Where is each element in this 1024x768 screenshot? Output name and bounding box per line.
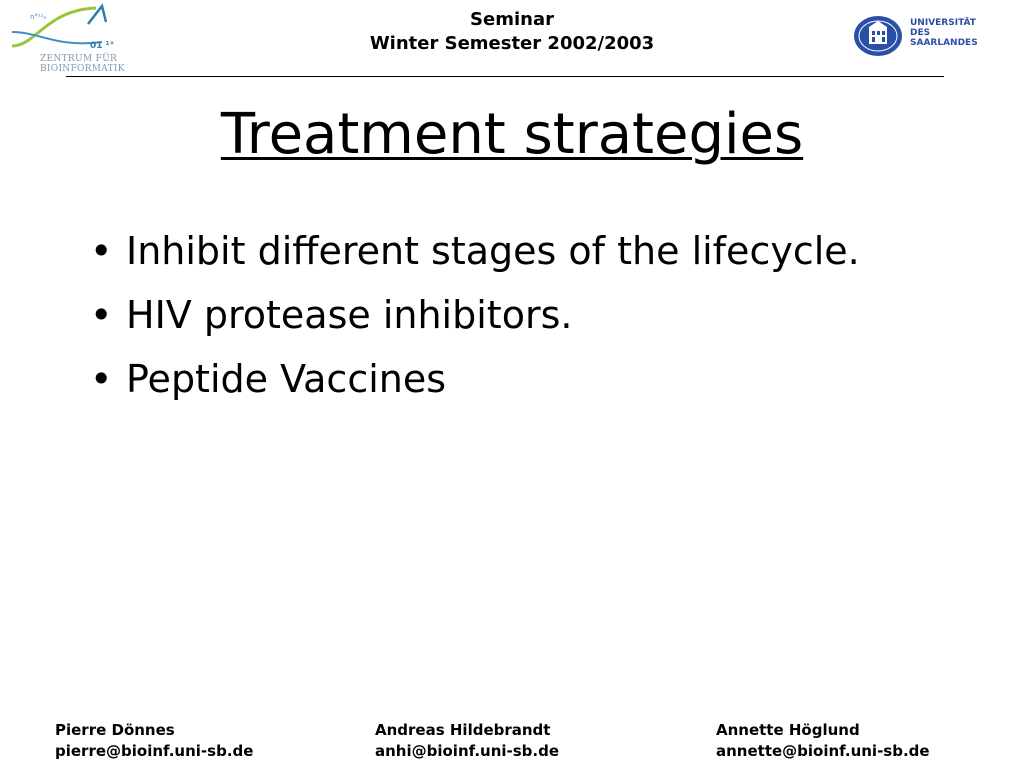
bullet-icon: • <box>90 357 113 401</box>
author-email: annette@bioinf.uni-sb.de <box>716 742 930 760</box>
author-name: Annette Höglund <box>716 721 860 739</box>
bullet-text: Inhibit different stages of the lifecycle. <box>126 229 860 273</box>
university-logo <box>852 14 992 58</box>
header-semester: Winter Semester 2002/2003 <box>369 33 655 54</box>
author-email: pierre@bioinf.uni-sb.de <box>55 742 254 760</box>
bullet-text: HIV protease inhibitors. <box>126 293 573 337</box>
university-name-line2: DES <box>910 28 931 38</box>
logo-text-line1: ZENTRUM FÜR <box>40 54 118 64</box>
author-name: Pierre Dönnes <box>55 721 175 739</box>
author-email: anhi@bioinf.uni-sb.de <box>375 742 560 760</box>
footer-author-1 <box>55 720 253 762</box>
svg-text:01 ¹°: 01 ¹° <box>90 41 115 51</box>
list-item <box>86 290 860 340</box>
header-seminar: Seminar <box>470 9 554 30</box>
bullet-icon: • <box>90 293 113 337</box>
list-item <box>86 226 860 276</box>
list-item <box>86 354 860 404</box>
bullet-icon: • <box>90 229 113 273</box>
footer-author-2 <box>375 720 559 762</box>
bullet-text: Peptide Vaccines <box>126 357 447 401</box>
bullet-list <box>86 226 860 418</box>
header-divider <box>66 76 944 77</box>
slide-title: Treatment strategies <box>220 102 804 167</box>
university-name-line3: SAARLANDES <box>910 38 978 48</box>
logo-text-line2: BIOINFORMATIK <box>40 64 125 74</box>
svg-text:n°¹¹ₙ: n°¹¹ₙ <box>30 13 47 21</box>
university-name-line1: UNIVERSITÄT <box>910 18 976 28</box>
author-name: Andreas Hildebrandt <box>375 721 551 739</box>
university-seal-icon <box>852 14 904 58</box>
footer-author-3 <box>716 720 930 762</box>
